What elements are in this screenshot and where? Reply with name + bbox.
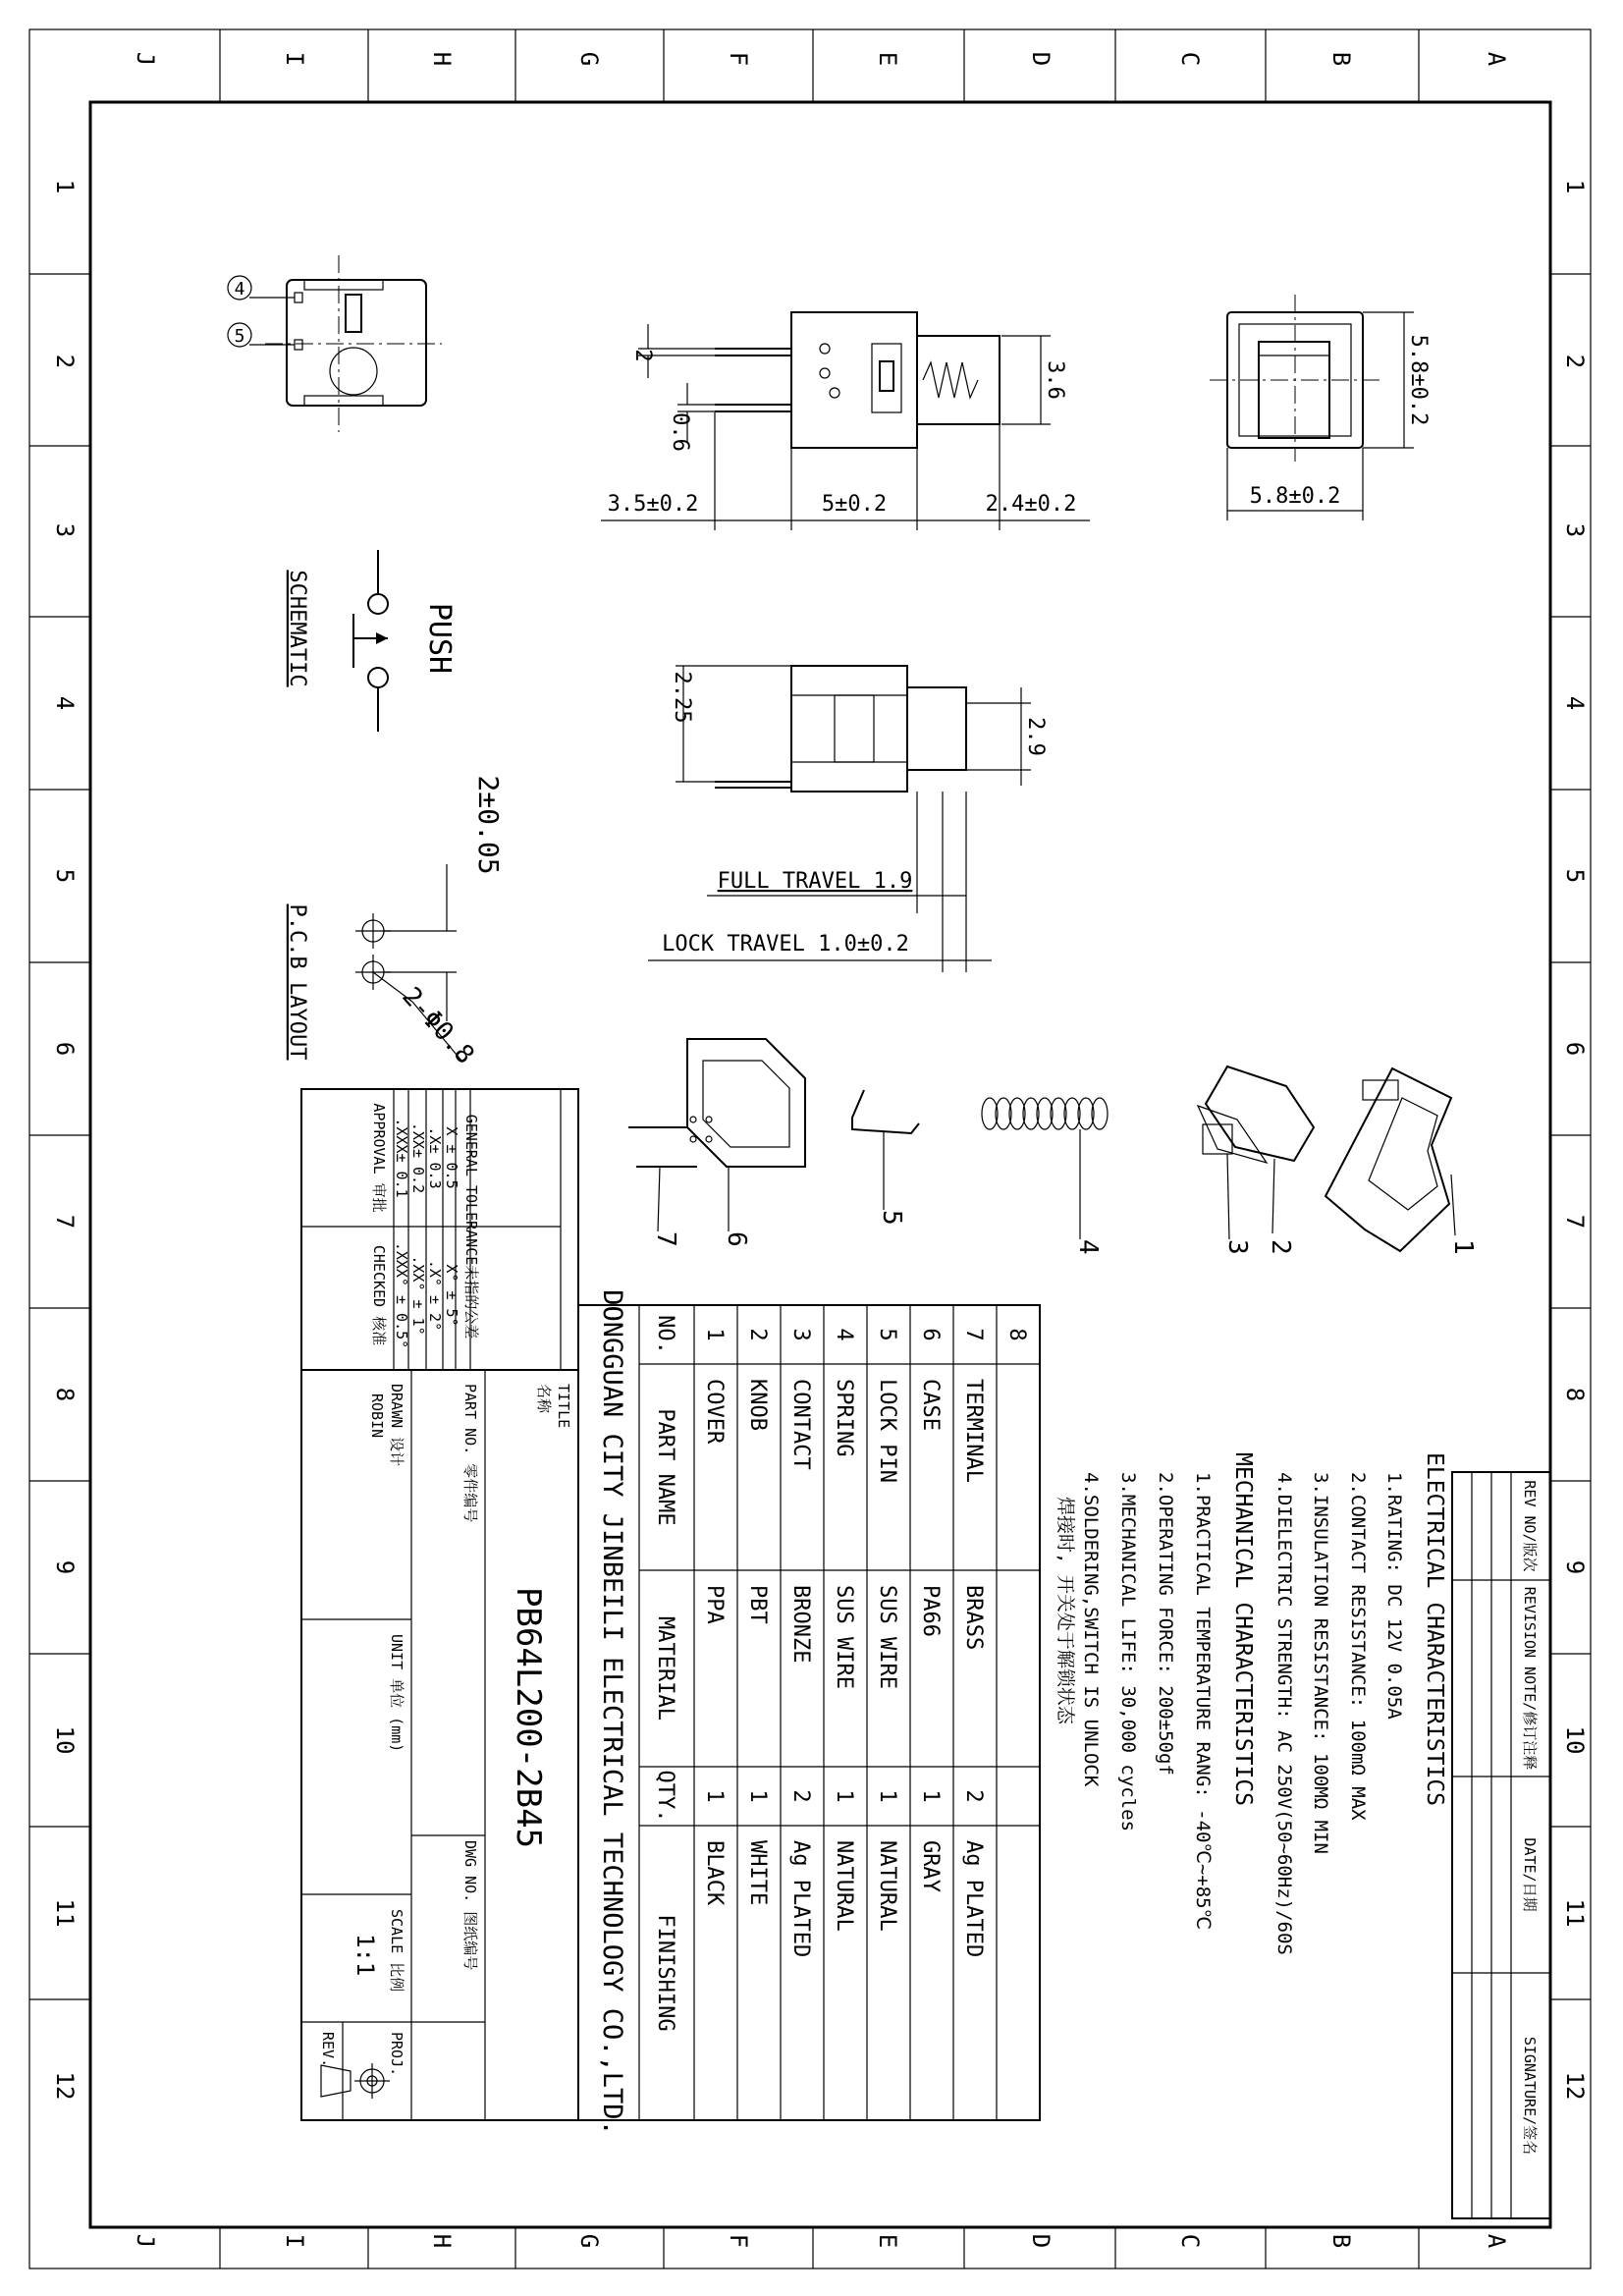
zone-letter: F xyxy=(725,51,752,67)
dim-0-6: 0.6 xyxy=(668,412,692,452)
bom-cell-qty: 1 xyxy=(875,1789,899,1803)
bom-cell-material: PA66 xyxy=(918,1585,943,1637)
bom-cell-finish: BLACK xyxy=(702,1840,727,1906)
zone-letter: J xyxy=(132,51,159,67)
tol-8: .XXX° ± 0.5° xyxy=(393,1241,410,1349)
bom-header-part: PART NAME xyxy=(653,1408,677,1526)
dim-width-vertical: 5.8±0.2 xyxy=(1406,334,1431,426)
holes-label: 2-Φ0.8 xyxy=(396,981,480,1070)
pitch-label: 2±0.05 xyxy=(472,775,505,875)
bom-cell-qty: 2 xyxy=(961,1789,986,1803)
bom-header-finish: FINISHING xyxy=(653,1914,677,2032)
bom-cell-material: BRASS xyxy=(961,1585,986,1651)
mechanical-heading: MECHANICAL CHARACTERISTICS xyxy=(1230,1452,1256,1807)
electrical-heading: ELECTRICAL CHARACTERISTICS xyxy=(1422,1452,1447,1807)
pcb-layout-label: P.C.B LAYOUT xyxy=(285,903,309,1061)
zone-number: 8 xyxy=(51,1387,79,1402)
zone-number: 7 xyxy=(1561,1214,1589,1230)
pin5-label: 5 xyxy=(234,326,245,347)
dim-2-25: 2.25 xyxy=(670,671,694,724)
zone-number: 5 xyxy=(51,868,79,884)
electrical-item-1: 1.RATING: DC 12V 0.05A xyxy=(1383,1472,1405,1720)
zone-number: 5 xyxy=(1561,868,1589,884)
zone-letter: I xyxy=(281,51,308,67)
callout-2: 2 xyxy=(1266,1239,1295,1255)
zone-letter: E xyxy=(874,2233,901,2249)
rotated-lower-block xyxy=(301,1089,1550,2218)
pcb-layout xyxy=(285,775,505,1069)
mechanical-item-3: 3.MECHANICAL LIFE: 30,000 cycles xyxy=(1117,1472,1139,1832)
title-label: TITLE xyxy=(555,1384,572,1429)
proj-label: PROJ. xyxy=(388,2032,406,2077)
terminal-view xyxy=(228,255,442,432)
bom-cell-part: SPRING xyxy=(832,1379,856,1457)
zone-number: 12 xyxy=(51,2071,79,2101)
tol-6: .XX° ± 1° xyxy=(409,1255,427,1336)
zone-letter: D xyxy=(1027,51,1055,67)
bom-cell-part: KNOB xyxy=(745,1379,770,1431)
bom-cell-finish: Ag PLATED xyxy=(961,1840,986,1958)
zone-number: 11 xyxy=(1561,1898,1589,1928)
zone-number: 1 xyxy=(51,179,79,194)
scale-value: 1:1 xyxy=(352,1934,379,1977)
approval-label: APPROVAL 审批 xyxy=(370,1103,388,1213)
bom-cell-qty: 1 xyxy=(702,1789,727,1803)
callout-4: 4 xyxy=(1073,1239,1103,1255)
zone-number: 12 xyxy=(1561,2071,1589,2101)
bom-cell-material: PPA xyxy=(702,1585,727,1624)
drawn-by: ROBIN xyxy=(368,1394,386,1439)
rev-no-header: REV NO/版次 xyxy=(1521,1480,1539,1572)
zone-letter: I xyxy=(281,2233,308,2249)
bom-cell-finish: Ag PLATED xyxy=(788,1840,813,1958)
bom-cell-no: 3 xyxy=(788,1328,813,1341)
rev-label: REV. xyxy=(319,2032,337,2068)
part-no-label: PART NO. 零件编号 xyxy=(461,1384,479,1523)
zone-letter: H xyxy=(428,51,456,67)
bom-cell-no: 7 xyxy=(961,1328,986,1341)
bom-cell-part: TERMINAL xyxy=(961,1379,986,1483)
bom-cell-finish: NATURAL xyxy=(832,1840,856,1932)
title-value: PB64L200-2B45 xyxy=(509,1586,548,1849)
callout-7: 7 xyxy=(651,1231,680,1247)
bom-cells xyxy=(653,1315,1029,2031)
tol-2: X° ± 5° xyxy=(443,1264,460,1327)
front-view xyxy=(648,666,1048,972)
zone-number: 2 xyxy=(1561,354,1589,369)
side-view xyxy=(601,312,1090,530)
callout-6: 6 xyxy=(722,1231,751,1247)
characteristics xyxy=(1055,1452,1447,1955)
zone-letter: B xyxy=(1327,51,1355,67)
zone-letter: A xyxy=(1483,51,1510,67)
bom-cell-no: 2 xyxy=(745,1328,770,1341)
bom-cell-qty: 1 xyxy=(918,1789,943,1803)
bom-cell-finish: WHITE xyxy=(745,1840,770,1906)
zone-letter: G xyxy=(575,2233,603,2249)
dim-height-3-6: 3.6 xyxy=(1043,360,1067,400)
zone-number: 7 xyxy=(51,1214,79,1230)
zone-letter: C xyxy=(1176,2233,1204,2249)
zone-number: 11 xyxy=(51,1898,79,1928)
zone-number: 6 xyxy=(51,1041,79,1057)
bom-cell-no: 5 xyxy=(875,1328,899,1341)
tol-1: X ± 0.5 xyxy=(443,1126,460,1189)
zone-number: 6 xyxy=(1561,1041,1589,1057)
company-name: DONGGUAN CITY JINBEILI ELECTRICAL TECHNOLOGY CO.,LTD. xyxy=(597,1289,627,2136)
bom-cell-qty: 1 xyxy=(832,1789,856,1803)
revision-block xyxy=(1452,1472,1550,2218)
dim-width-horizontal: 5.8±0.2 xyxy=(1249,484,1341,509)
bom-cell-material: SUS WIRE xyxy=(875,1585,899,1689)
drawn-label: DRAWN 设计 xyxy=(388,1384,406,1467)
bom-cell-finish: GRAY xyxy=(918,1840,943,1892)
bom-cell-material: SUS WIRE xyxy=(832,1585,856,1689)
schematic-label: SCHEMATIC xyxy=(285,570,309,687)
exploded-view xyxy=(628,1039,1478,1255)
bom-header-no: NO. xyxy=(653,1315,677,1354)
bom-cell-material: PBT xyxy=(745,1585,770,1624)
zone-letter: F xyxy=(725,2233,752,2249)
top-view xyxy=(1210,295,1431,520)
callout-1: 1 xyxy=(1448,1239,1478,1255)
tol-7: .XXX± 0.1 xyxy=(393,1118,410,1198)
tol-5: .XX± 0.2 xyxy=(409,1121,427,1194)
electrical-item-2: 2.CONTACT RESISTANCE: 100mΩ MAX xyxy=(1347,1472,1369,1821)
zone-letter: D xyxy=(1027,2233,1055,2249)
zone-letter: E xyxy=(874,51,901,67)
bom-cell-no: 8 xyxy=(1004,1328,1029,1341)
rev-note-header: REVISION NOTE/修订注释 xyxy=(1521,1586,1539,1771)
zone-letter: G xyxy=(575,51,603,67)
full-travel-label: FULL TRAVEL 1.9 xyxy=(717,869,913,894)
scale-label: SCALE 比例 xyxy=(388,1909,406,1993)
zone-number: 9 xyxy=(51,1559,79,1575)
zone-number: 3 xyxy=(51,522,79,538)
schematic xyxy=(285,550,457,732)
pin4-label: 4 xyxy=(234,279,245,300)
bom-header-material: MATERIAL xyxy=(653,1616,677,1721)
tol-heading: GENERAL TOLERANCE未指的公差 xyxy=(462,1114,480,1339)
dim-5: 5±0.2 xyxy=(821,492,888,517)
dim-2-9: 2.9 xyxy=(1023,717,1048,756)
tol-4: .X° ± 2° xyxy=(426,1259,444,1332)
unit-label: UNIT 单位 (mm) xyxy=(388,1634,406,1753)
bom-cell-qty: 1 xyxy=(745,1789,770,1803)
zone-number: 3 xyxy=(1561,522,1589,538)
zone-number: 10 xyxy=(1561,1725,1589,1755)
border-outer xyxy=(90,102,1550,2227)
zone-number: 8 xyxy=(1561,1387,1589,1402)
zone-number: 1 xyxy=(1561,179,1589,194)
title-cn: 名称 xyxy=(535,1384,553,1414)
zone-number: 10 xyxy=(51,1725,79,1755)
bom-cell-material: BRONZE xyxy=(788,1585,813,1664)
bom-header-qty: QTY. xyxy=(653,1770,677,1823)
electrical-item-3: 3.INSULATION RESISTANCE: 100MΩ MIN xyxy=(1310,1472,1331,1854)
zone-letter: C xyxy=(1176,51,1204,67)
dim-2-4: 2.4±0.2 xyxy=(985,492,1077,517)
rev-signature-header: SIGNATURE/签名 xyxy=(1521,2036,1539,2156)
zone-letter: A xyxy=(1483,2233,1510,2249)
push-label: PUSH xyxy=(422,602,457,675)
bom-cell-qty: 2 xyxy=(788,1789,813,1803)
zone-letter: J xyxy=(132,2233,159,2249)
rev-date-header: DATE/日期 xyxy=(1521,1837,1539,1912)
zone-number: 4 xyxy=(1561,695,1589,711)
title-block xyxy=(301,1089,627,2136)
dim-3-5: 3.5±0.2 xyxy=(607,492,699,517)
projection-symbol xyxy=(321,2063,390,2099)
mechanical-item-2: 2.OPERATING FORCE: 200±50gf xyxy=(1155,1472,1176,1776)
dim-2: 2 xyxy=(630,349,655,362)
lock-travel-label: LOCK TRAVEL 1.0±0.2 xyxy=(662,932,909,957)
mechanical-item-4-cn: 焊接时, 开关处于解锁状态 xyxy=(1055,1497,1076,1724)
electrical-item-4: 4.DIELECTRIC STRENGTH: AC 250V(50~60Hz)/60S xyxy=(1273,1472,1295,1955)
bom-cell-no: 6 xyxy=(918,1328,943,1341)
checked-label: CHECKED 核准 xyxy=(370,1244,388,1346)
bom-cell-part: CONTACT xyxy=(788,1379,813,1470)
bom-cell-finish: NATURAL xyxy=(875,1840,899,1932)
bom-cell-part: CASE xyxy=(918,1379,943,1431)
tol-3: .X± 0.3 xyxy=(426,1126,444,1189)
mechanical-item-1: 1.PRACTICAL TEMPERATURE RANG: -40℃~+85℃ xyxy=(1192,1472,1214,1930)
callout-5: 5 xyxy=(877,1210,906,1226)
zone-letter: B xyxy=(1327,2233,1355,2249)
mechanical-item-4: 4.SOLDERING,SWITCH IS UNLOCK xyxy=(1080,1472,1102,1787)
dwg-no-label: DWG NO. 图纸编号 xyxy=(461,1840,479,1971)
bom-cell-no: 1 xyxy=(702,1328,727,1341)
zone-number: 2 xyxy=(51,354,79,369)
bom-cell-part: COVER xyxy=(702,1379,727,1445)
bom-cell-no: 4 xyxy=(832,1328,856,1341)
zone-number: 4 xyxy=(51,695,79,711)
bom-cell-part: LOCK PIN xyxy=(875,1379,899,1483)
zone-letter: H xyxy=(428,2233,456,2249)
zone-number: 9 xyxy=(1561,1559,1589,1575)
callout-3: 3 xyxy=(1222,1239,1252,1255)
